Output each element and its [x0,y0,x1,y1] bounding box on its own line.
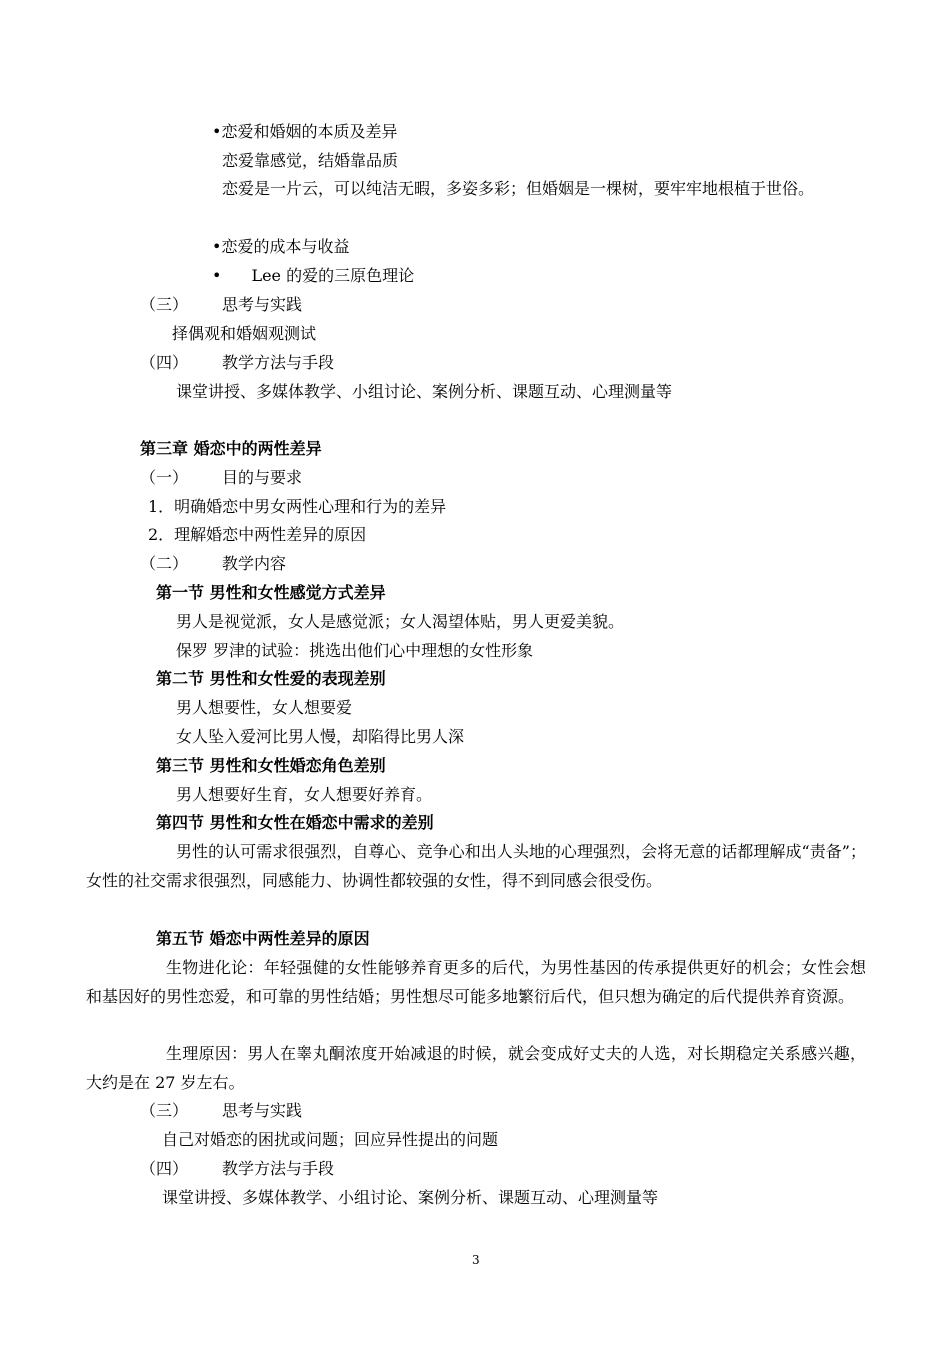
section-title: 教学方法与手段 [222,1159,335,1178]
lesson-1-line-2: 保罗 罗津的试验：挑选出他们心中理想的女性形象 [176,641,534,660]
prev-methods-body: 课堂讲授、多媒体教学、小组讨论、案例分析、课题互动、心理测量等 [176,382,673,401]
practice-body: 自己对婚恋的困扰或问题；回应异性提出的问题 [162,1130,499,1149]
bullet-lee-theory [212,266,414,286]
section-four-heading [140,1159,334,1179]
lesson-4-paragraph: 男性的认可需求很强烈，自尊心、竞争心和出人头地的心理强烈，会将无意的话都理解成“责备”；女性的社交需求很强烈，同感能力、协调性都较强的女性，得不到同感会很受伤。 [86,842,866,890]
lesson-1-line-1: 男人是视觉派，女人是感觉派；女人渴望体贴，男人更爱美貌。 [176,612,625,631]
lesson-5-paragraph-2: 生理原因：男人在睾丸酮浓度开始减退的时候，就会变成好丈夫的人选，对长期稳定关系感兴趣，大约是在 27 岁左右。 [86,1044,866,1092]
section-number: （三） [140,1101,189,1120]
section-title: 思考与实践 [222,1101,303,1120]
chapter-title: 第三章 婚恋中的两性差异 [140,439,322,458]
love-feeling-line: 恋爱靠感觉，结婚靠品质 [222,151,399,170]
lesson-1-title: 第一节 男性和女性感觉方式差异 [156,583,386,602]
section-number: （一） [140,468,189,487]
cloud-tree-paragraph: 恋爱是一片云，可以纯洁无暇，多姿多彩；但婚姻是一棵树，要牢牢地根植于世俗。 [222,179,815,198]
section-number: （四） [140,353,189,372]
section-one-heading [140,468,302,488]
section-three-heading [140,1101,302,1121]
section-title: 思考与实践 [222,295,303,314]
prev-section-four-heading [140,353,334,373]
bullet-mark: • [212,266,222,285]
section-title: 目的与要求 [222,468,303,487]
lee-theory-text: Lee 的爱的三原色理论 [251,266,415,285]
methods-body: 课堂讲授、多媒体教学、小组讨论、案例分析、课题互动、心理测量等 [162,1188,659,1207]
bullet-love-marriage-nature: •恋爱和婚姻的本质及差异 [212,122,398,141]
goal-item-1: 1．明确婚恋中男女两性心理和行为的差异 [148,497,447,516]
lesson-5-paragraph-1: 生物进化论：年轻强健的女性能够养育更多的后代，为男性基因的传承提供更好的机会；女性会想和基因好的男性恋爱，和可靠的男性结婚；男性想尽可能多地繁衍后代，但只想为确定的后代提供养育资源。 [86,958,866,1006]
prev-practice-body: 择偶观和婚姻观测试 [172,324,317,343]
lesson-3-title: 第三节 男性和女性婚恋角色差别 [156,756,386,775]
section-number: （三） [140,295,189,314]
lesson-2-line-2: 女人坠入爱河比男人慢，却陷得比男人深 [176,727,465,746]
section-number: （二） [140,554,189,573]
section-title: 教学内容 [222,554,287,573]
section-number: （四） [140,1159,189,1178]
section-title: 教学方法与手段 [222,353,335,372]
lesson-4-title: 第四节 男性和女性在婚恋中需求的差别 [156,813,434,832]
bullet-cost-benefit: •恋爱的成本与收益 [212,237,350,256]
page-number: 3 [472,1253,480,1267]
goal-item-2: 2．理解婚恋中两性差异的原因 [148,525,367,544]
lesson-2-title: 第二节 男性和女性爱的表现差别 [156,669,386,688]
prev-section-three-heading [140,295,302,315]
lesson-2-line-1: 男人想要性，女人想要爱 [176,698,353,717]
section-two-heading [140,554,286,574]
lesson-5-title: 第五节 婚恋中两性差异的原因 [156,929,370,948]
lesson-3-line-1: 男人想要好生育，女人想要好养育。 [176,785,433,804]
